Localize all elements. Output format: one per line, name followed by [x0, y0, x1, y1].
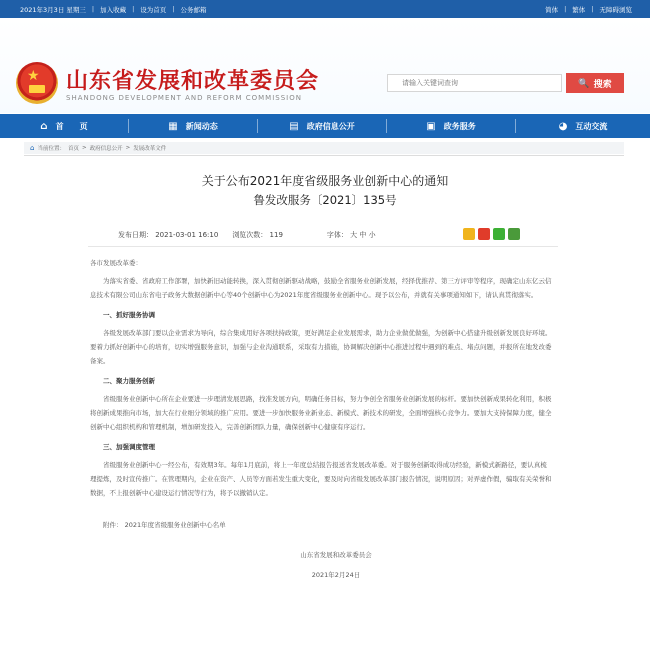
add-favorite-link[interactable]: 加入收藏 — [100, 5, 127, 14]
attachment-link[interactable]: 附件： 2021年度省级服务业创新中心名单 — [103, 521, 226, 529]
news-icon: ▦ — [168, 120, 178, 132]
view-count: 浏览次数： 119 — [232, 231, 283, 239]
current-date: 2021年3月3日 星期三 — [20, 5, 86, 14]
salutation: 各市发展改革委： — [90, 259, 142, 267]
print-icon[interactable] — [508, 228, 520, 240]
webmail-link[interactable]: 公务邮箱 — [180, 5, 207, 14]
article-meta — [118, 230, 376, 240]
section-paragraph: 省级服务业创新中心所在企业要进一步理清发展思路，找准发展方向，明确任务目标，努力争创全省服务业创新发展的标杆。要加快创新成果转化利用，积极将创新成果推向市场，加大在行业细分领域的推广应用。要进一步加快服务业新业态、新模式、新技术的研发，全面增强核心竞争力。要加大支持保障力度，健全创新中心组织机构和管理机制，增加研发投入，完善创新团队力量，确保创新中心健康有序运行。 — [90, 395, 552, 431]
service-icon: ▣ — [426, 120, 436, 132]
home-icon: ⌂ — [40, 120, 48, 132]
star-icon: ★ — [27, 68, 40, 84]
top-bar-right: 简体 | 繁体 | 无障碍浏览 — [545, 4, 632, 14]
main-nav — [0, 114, 650, 138]
breadcrumb-home[interactable]: 首页 — [67, 146, 79, 152]
sign-date: 2021年2月24日 — [311, 571, 361, 579]
nav-item-label: 首 页 — [55, 121, 88, 131]
nav-item-interaction[interactable] — [516, 114, 650, 138]
accessibility-link[interactable]: 无障碍浏览 — [599, 5, 632, 14]
qzone-share-icon[interactable] — [463, 228, 475, 240]
section-heading: 三、加强调度管理 — [103, 443, 155, 451]
site-subtitle: SHANDONG DEVELOPMENT AND REFORM COMMISSION — [66, 94, 302, 102]
article-body — [90, 256, 552, 582]
breadcrumb-gov-info[interactable]: 政府信息公开 — [89, 146, 123, 152]
nav-item-home[interactable] — [0, 114, 128, 138]
section-heading: 一、抓好服务协调 — [103, 311, 155, 319]
traditional-chinese-link[interactable]: 繁体 — [572, 5, 586, 14]
font-size-selector[interactable]: 字体： 大 中 小 — [326, 231, 376, 239]
share-buttons — [463, 228, 520, 240]
publish-time: 发布日期： 2021-03-01 16:10 — [118, 231, 219, 239]
top-bar-left: 2021年3月3日 星期三 | 加入收藏 | 设为首页 | 公务邮箱 — [20, 5, 207, 14]
divider — [24, 155, 624, 156]
chat-icon: ◕ — [558, 120, 568, 132]
national-emblem-logo — [16, 62, 58, 104]
breadcrumb-prefix: 当前位置： — [37, 146, 65, 152]
nav-item-label: 新闻动态 — [185, 121, 218, 131]
nav-item-label: 互动交流 — [575, 121, 608, 131]
search-input[interactable] — [400, 78, 561, 88]
intro-paragraph: 为落实省委、省政府工作部署，加快新旧动能转换，深入贯彻创新驱动战略，鼓励全省服务业创新发展，经择优推荐、第三方评审等程序，现确定山东亿云信息技术有限公司山东省电子政务大数据创新中心等40个创新中心为2021年度省级服务业创新中心。现予以公布，并就有关事项通知如下，请认真贯彻落实。 — [90, 277, 552, 299]
nav-item-label: 政府信息公开 — [306, 121, 355, 131]
nav-item-label: 政务服务 — [443, 121, 476, 131]
section-heading: 二、聚力服务创新 — [103, 377, 155, 385]
tiananmen-icon — [29, 85, 45, 93]
wechat-share-icon[interactable] — [493, 228, 505, 240]
nav-item-services[interactable] — [387, 114, 515, 138]
site-header — [0, 18, 650, 113]
nav-item-news[interactable] — [129, 114, 257, 138]
document-number: 鲁发改服务〔2021〕135号 — [253, 193, 397, 207]
section-paragraph: 省级服务业创新中心一经公布，有效期3年。每年1月底前，将上一年度总结报告报送省发展改革委。对于服务创新取得成功经验，新模式新路径，要认真梳理提炼，及时宣传推广。在管理期内，企业在资产、人员等方面若发生重大变化，要及时向省级发展改革部门报告情况，说明原因；对弄虚作假，骗取有关荣誉和数据，不上报创新中心建设运行情况等行为，将予以撤销认定。 — [90, 461, 552, 497]
set-homepage-link[interactable]: 设为首页 — [140, 5, 167, 14]
search-button[interactable] — [566, 73, 624, 93]
nav-item-gov-info[interactable] — [258, 114, 386, 138]
location-icon: ⌂ — [30, 144, 35, 152]
search-button-label: 搜索 — [593, 78, 612, 89]
search-icon: 🔍 — [578, 77, 590, 88]
top-bar — [0, 0, 650, 18]
breadcrumb: ⌂ 当前位置： 首页 > 政府信息公开 > 发展改革文件 — [24, 142, 624, 154]
signature: 山东省发展和改革委员会 — [300, 551, 372, 559]
document-icon: ▤ — [289, 120, 299, 132]
weibo-share-icon[interactable] — [478, 228, 490, 240]
search-box — [387, 74, 562, 92]
divider — [88, 246, 558, 247]
site-title: 山东省发展和改革委员会 — [66, 69, 320, 94]
section-paragraph: 各级发展改革部门要以企业需求为导向，综合集成用好各项扶持政策，更好满足企业发展需求，助力企业做优做强，为创新中心搭建升级创新发展良好环境。要着力抓好创新中心的培育，切实增强服务意识，加强与企业沟通联系，采取有力措施，协调解决创新中心推进过程中遇到的难点、堵点问题，并报所在地发改委备案。 — [90, 329, 552, 365]
breadcrumb-documents[interactable]: 发展改革文件 — [133, 146, 167, 152]
simplified-chinese-link[interactable]: 简体 — [545, 5, 559, 14]
article-title: 关于公布2021年度省级服务业创新中心的通知 — [201, 174, 449, 188]
